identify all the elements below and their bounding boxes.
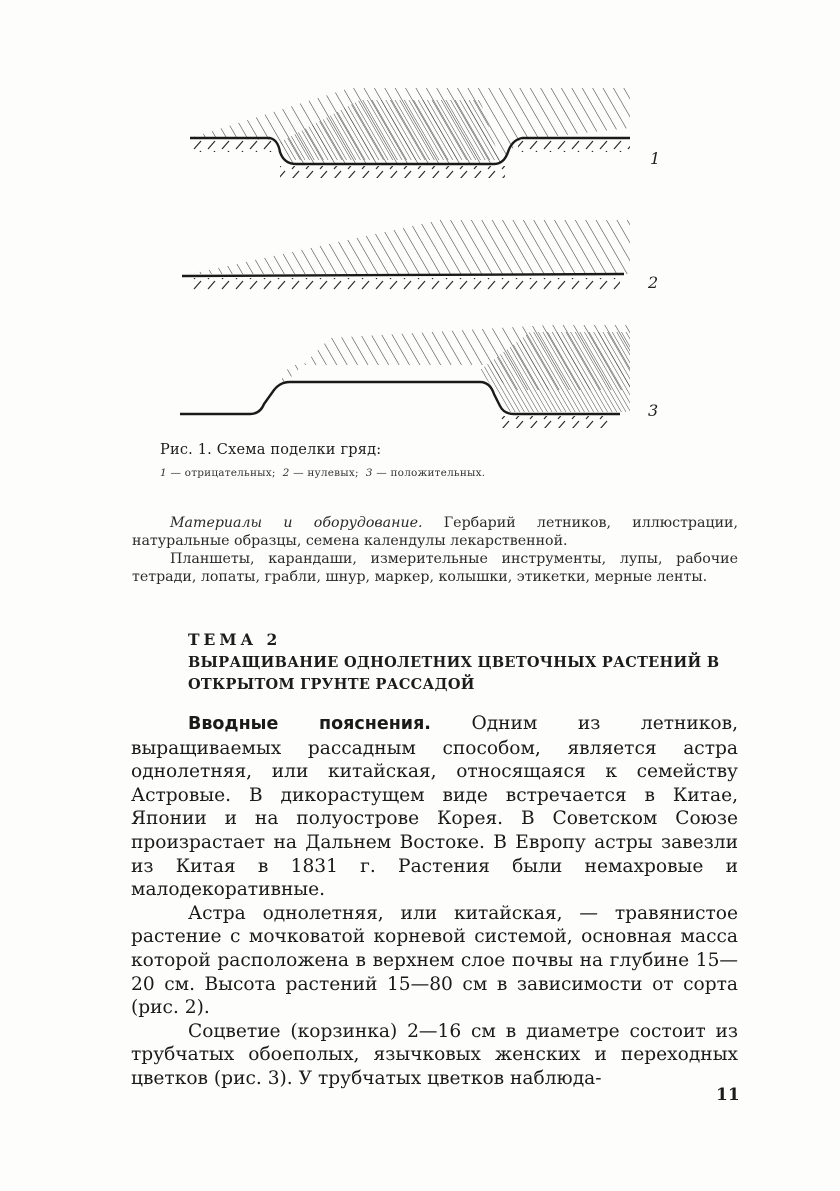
materials-paragraph-1 [132, 514, 738, 550]
figure-label-2: 2 [648, 273, 659, 292]
page-number: 11 [716, 1085, 740, 1105]
legend-num-3: 3 [365, 467, 373, 479]
caption-title: Рис. 1. Схема поделки гряд: [160, 442, 382, 458]
figure-label-3: 3 [648, 401, 659, 420]
caption-legend [160, 465, 760, 481]
topic-label: ТЕМА 2 [188, 630, 282, 649]
legend-text-3: — положительных. [376, 467, 486, 479]
legend-text-2: — нулевых; [293, 467, 359, 479]
body-paragraph-3: Соцветие (корзинка) 2—16 см в диаметре состоит из трубчатых обоеполых, язычковых женских и переходных цветков (рис. 3). У трубчатых цветков наблюда- [131, 1020, 738, 1089]
legend-num-2: 2 [282, 467, 290, 479]
figure-caption [160, 441, 760, 481]
materials-section [132, 514, 738, 586]
intro-lead: Вводные пояснения. [188, 714, 431, 734]
materials-paragraph-2: Планшеты, карандаши, измерительные инструменты, лупы, рабочие тетради, лопаты, грабли, шнур, маркер, колышки, этикетки, мерные ленты. [132, 551, 738, 585]
scheme-negative-bed [190, 88, 630, 178]
figure-bed-schemes [150, 60, 690, 440]
materials-line1-text: Гербарий летников, иллюстрации, натуральные образцы, семена календулы лекарственной. [132, 515, 738, 549]
bed-schemes-drawing [150, 60, 690, 440]
figure-label-1: 1 [650, 149, 661, 168]
legend-text-1: — отрицательных; [170, 467, 276, 479]
materials-lead: Материалы и оборудование. [170, 515, 423, 531]
body-paragraph-1 [131, 712, 738, 902]
body-paragraph-1-text: Одним из летников, выращиваемых рассадным способом, является астра однолетняя, или китайская, относящаяся к семейству Астровые. В дикорастущем виде встречается в Китае, Японии и на полуострове Корея. В Советском Союзе произрастает на Дальнем Востоке. В Европу астры завезли из Китая в 1831 г. Растения были немахровые и малодекоративные. [131, 713, 738, 901]
topic-title: ВЫРАЩИВАНИЕ ОДНОЛЕТНИХ ЦВЕТОЧНЫХ РАСТЕНИЙ В ОТКРЫТОМ ГРУНТЕ РАССАДОЙ [188, 654, 720, 693]
legend-num-1: 1 [160, 467, 167, 479]
body-paragraph-2: Астра однолетняя, или китайская, — травянистое растение с мочковатой корневой системой, основная масса которой расположена в верхнем слое почвы на глубине 15—20 см. Высота растений 15—80 см в зависимости от сорта (рис. 2). [131, 902, 738, 1019]
body-text [131, 712, 738, 1091]
scheme-positive-bed [180, 325, 630, 428]
scheme-zero-bed [182, 220, 630, 290]
